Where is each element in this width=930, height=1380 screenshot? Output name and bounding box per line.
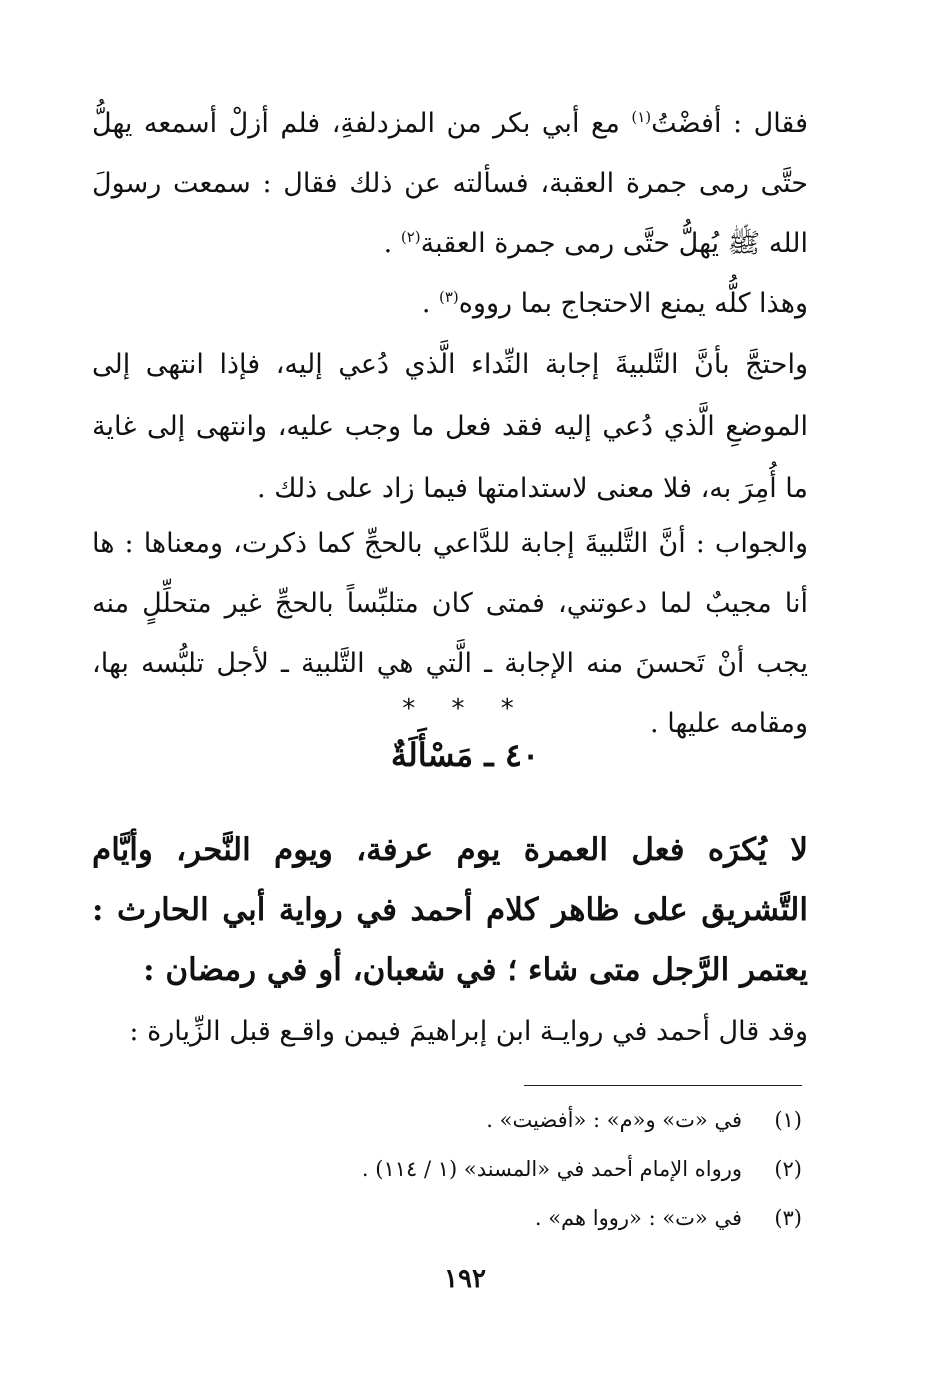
footnote-ref-1[interactable]: (١) bbox=[631, 108, 652, 126]
section-separator: * * * bbox=[402, 694, 528, 724]
issue-statement: لا يُكرَه فعل العمرة يوم عرفة، ويوم النَّحر، وأيَّام التَّشريق على ظاهر كلام أحمد في رواية أبي الحارث : يعتمر الرَّجل متى شاء ؛ في شعبان، أو في رمضان : bbox=[92, 832, 808, 988]
footnote-number: (١) bbox=[774, 1108, 802, 1132]
footnote-ref-3[interactable]: (٣) bbox=[439, 288, 459, 306]
paragraph-2-end: . bbox=[421, 288, 439, 319]
paragraph-1-end: . bbox=[383, 228, 401, 259]
paragraph-3: واحتجَّ بأنَّ التَّلبيةَ إجابة النِّداء الَّذي دُعي إليه، فإذا انتهى إلى الموضعِ الَّذي دُعي إليه فقد فعل ما وجب عليه، وانتهى إلى غاية ما أُمِرَ به، فلا معنى لاستدامتها فيما زاد على ذلك . bbox=[92, 349, 808, 504]
footnote-text: في «ت» و«م» : «أفضيت» . bbox=[486, 1108, 742, 1132]
footnote-number: (٣) bbox=[774, 1206, 802, 1230]
paragraph-1-start: فقال : أفضْتُ bbox=[651, 108, 808, 139]
paragraph-2-body: وهذا كلُّه يمنع الاحتجاج بما رووه bbox=[458, 288, 808, 319]
paragraph-5: وقد قال أحمد في روايـة ابن إبراهيمَ فيمن واقـع قبل الزِّيارة : bbox=[129, 1016, 808, 1047]
paragraph-1 bbox=[92, 94, 808, 274]
section-heading: ٤٠ ـ مَسْأَلَةٌ bbox=[390, 736, 540, 774]
footnote-number: (٢) bbox=[774, 1157, 802, 1181]
footnote-3 bbox=[102, 1206, 802, 1230]
footnote-1 bbox=[102, 1108, 802, 1132]
paragraph-1-body: مع أبي بكر من المزدلفةِ، فلم أزلْ أسمعه يهلُّ حتَّى رمى جمرة العقبة، فسألته عن ذلك فقال : سمعت رسولَ الله ﷺ يُهلُّ حتَّى رمى جمرة العقبة bbox=[92, 108, 808, 259]
footnote-text: ورواه الإمام أحمد في «المسند» (١ / ١١٤) . bbox=[361, 1157, 742, 1181]
footnote-2 bbox=[102, 1157, 802, 1181]
footnote-ref-2[interactable]: (٢) bbox=[400, 228, 421, 246]
paragraph-4: والجواب : أنَّ التَّلبيةَ إجابة للدَّاعي بالحجِّ كما ذكرت، ومعناها : ها أنا مجيبٌ لما دعوتني، فمتى كان متلبِّساً بالحجِّ غير متحلِّلٍ منه يجب أنْ تَحسنَ منه الإجابة ـ الَّتي هي التَّلبية ـ لأجل تلبُّسه بها، ومقامه عليها . bbox=[92, 528, 808, 739]
paragraph-2 bbox=[92, 274, 808, 334]
page-number: ١٩٢ bbox=[444, 1264, 486, 1294]
footnote-divider bbox=[524, 1085, 802, 1086]
footnote-text: في «ت» : «رووا هم» . bbox=[534, 1206, 742, 1230]
